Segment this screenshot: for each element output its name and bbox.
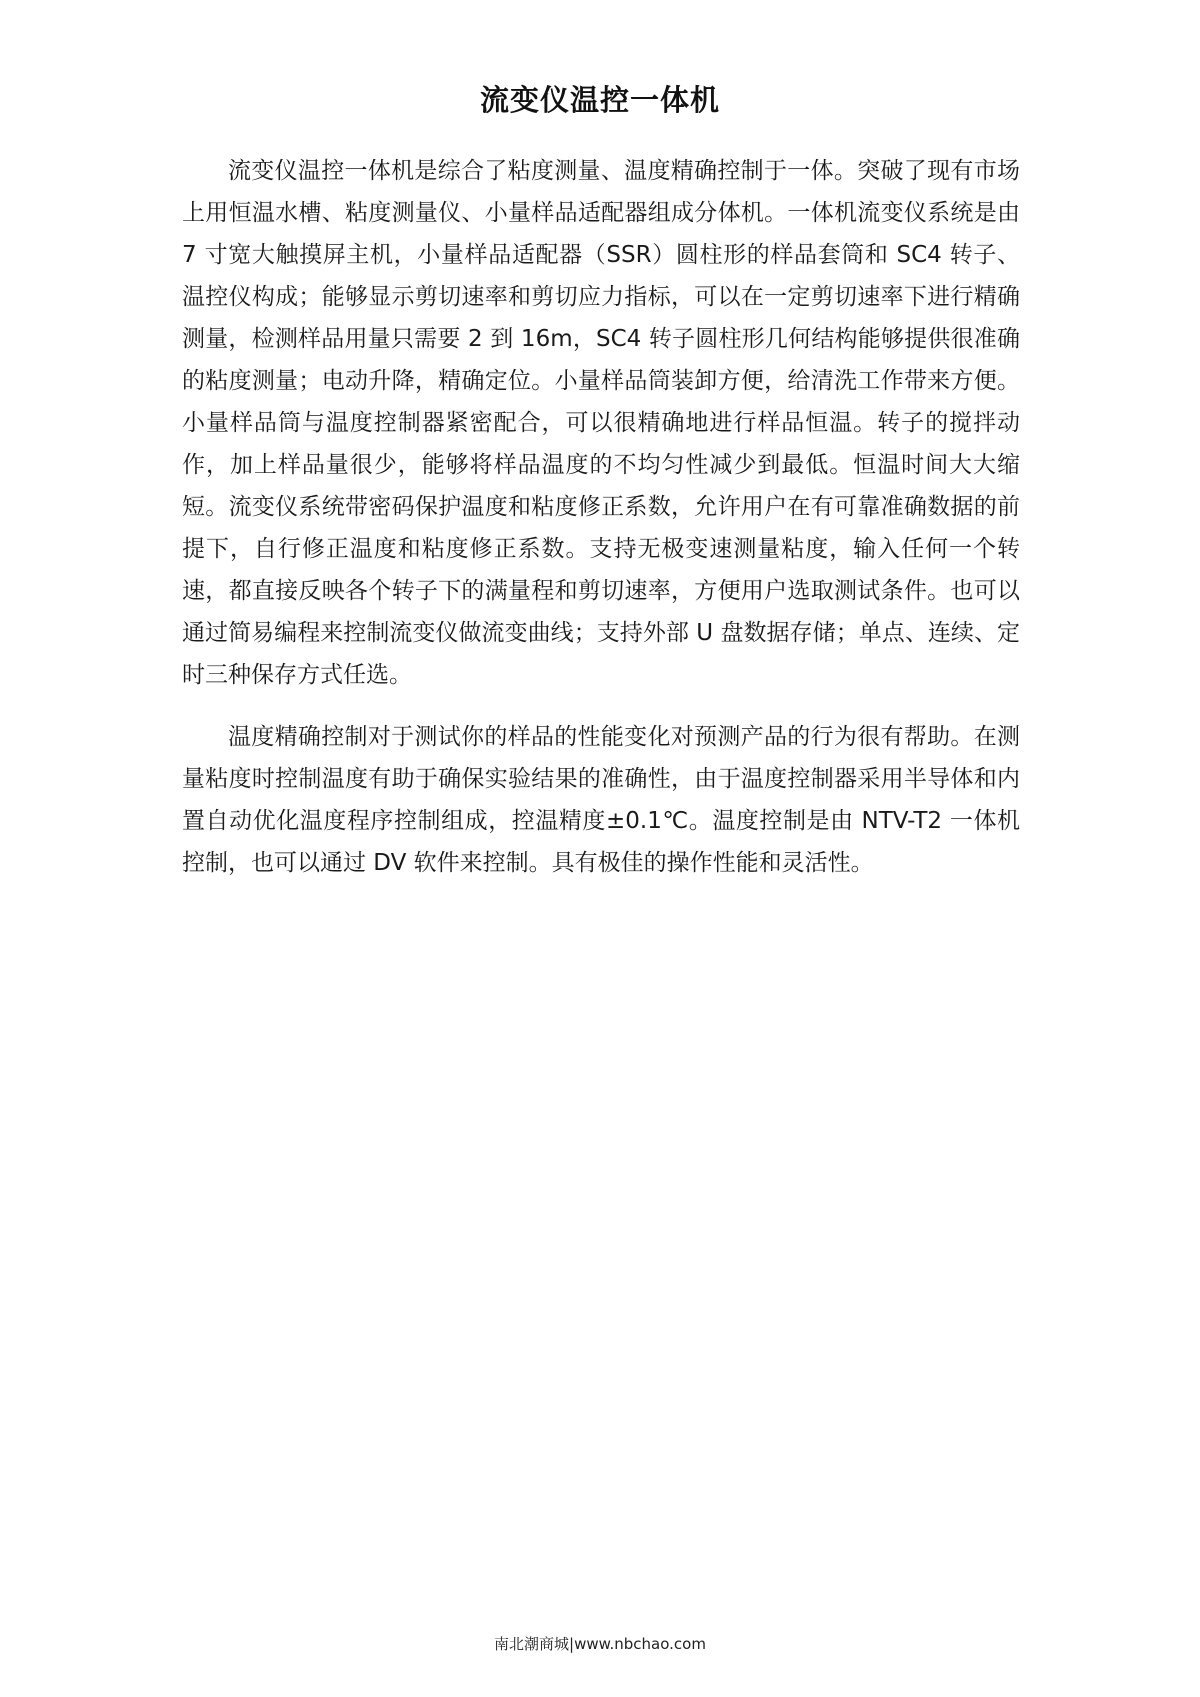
page-footer: 南北潮商城|www.nbchao.com (494, 1635, 706, 1653)
document-title: 流变仪温控一体机 (479, 83, 720, 117)
document-body (182, 150, 1020, 904)
paragraph-temperature-control: 温度精确控制对于测试你的样品的性能变化对预测产品的行为很有帮助。在测量粘度时控制温度有助于确保实验结果的准确性，由于温度控制器采用半导体和内置自动优化温度程序控制组成，控温精度±0.1℃。温度控制是由 NTV-T2 一体机控制，也可以通过 DV 软件来控制。具有极佳的操作性能和灵活性。 (182, 724, 1020, 876)
paragraph-intro: 流变仪温控一体机是综合了粘度测量、温度精确控制于一体。突破了现有市场上用恒温水槽、粘度测量仪、小量样品适配器组成分体机。一体机流变仪系统是由 7 寸宽大触摸屏主机，小量样品适配器（SSR）圆柱形的样品套筒和 SC4 转子、温控仪构成；能够显示剪切速率和剪切应力指标，可以在一定剪切速率下进行精确测量，检测样品用量只需要 2 到 16m，SC4 转子圆柱形几何结构能够提供很准确的粘度测量；电动升降，精确定位。小量样品筒装卸方便，给清洗工作带来方便。小量样品筒与温度控制器紧密配合，可以很精确地进行样品恒温。转子的搅拌动作，加上样品量很少，能够将样品温度的不均匀性减少到最低。恒温时间大大缩短。流变仪系统带密码保护温度和粘度修正系数，允许用户在有可靠准确数据的前提下，自行修正温度和粘度修正系数。支持无极变速测量粘度，输入任何一个转速，都直接反映各个转子下的满量程和剪切速率，方便用户选取测试条件。也可以通过简易编程来控制流变仪做流变曲线；支持外部 U 盘数据存储；单点、连续、定时三种保存方式任选。 (182, 158, 1020, 688)
